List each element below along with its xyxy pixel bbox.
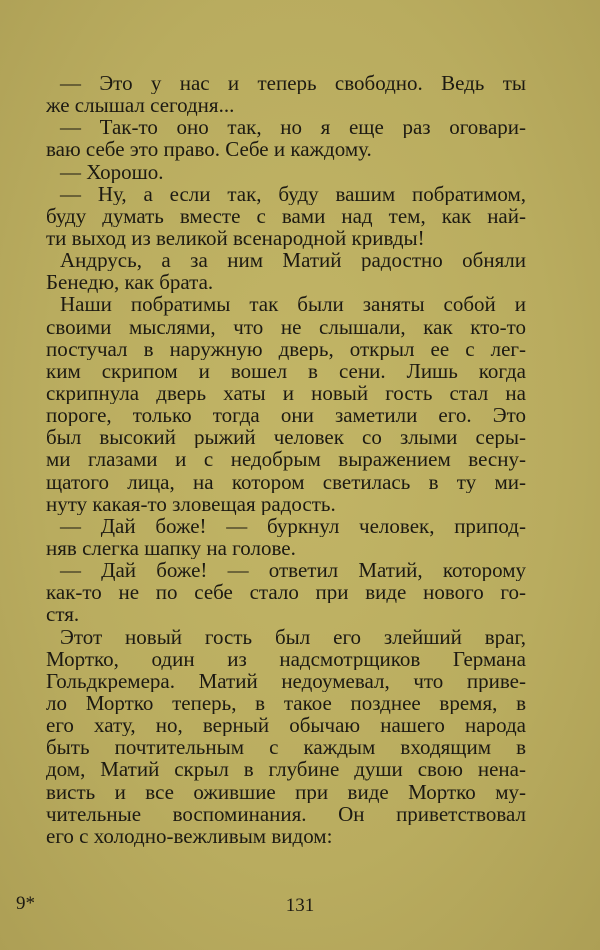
text-line: его хату, но, верный обычаю нашего народа xyxy=(46,714,526,737)
printer-signature-mark: 9* xyxy=(16,893,35,914)
text-line: Наши побратимы так были заняты собой и xyxy=(60,293,526,316)
text-line: Гольдкремера. Матий недоумевал, что приве- xyxy=(46,669,526,692)
text-line: же слышал сегодня... xyxy=(46,94,235,117)
text-line: — Это у нас и теперь свободно. Ведь ты xyxy=(60,72,526,95)
text-line: стя. xyxy=(46,603,80,626)
text-line: чительные воспоминания. Он приветствовал xyxy=(46,802,526,825)
page-number: 131 xyxy=(285,895,315,916)
text-line: ти выход из великой всенародной кривды! xyxy=(46,226,425,250)
text-line: щатого лица, на котором светилась в ту ми- xyxy=(46,470,526,493)
text-line: был высокий рыжий человек со злыми серы- xyxy=(46,426,526,449)
text-line: ваю себе это право. Себе и каждому. xyxy=(46,138,372,161)
text-line: постучал в наружную дверь, открыл ее с лег- xyxy=(46,337,526,360)
text-line: — Хорошо. xyxy=(60,160,164,183)
text-line: няв слегка шапку на голове. xyxy=(46,536,296,560)
text-line: пороге, только тогда они заметили его. Это xyxy=(46,404,526,427)
page-footer xyxy=(0,893,600,917)
body-text xyxy=(46,72,526,847)
text-line: — Дай боже! — буркнул человек, припод- xyxy=(60,514,526,537)
text-line: — Так-то оно так, но я еще раз оговари- xyxy=(60,116,526,139)
text-line: его с холодно-вежливым видом: xyxy=(46,824,333,847)
text-line: висть и все ожившие при виде Мортко му- xyxy=(46,780,526,803)
text-line: своими мыслями, что не слышали, как кто-то xyxy=(46,315,526,338)
text-line: нуту какая-то зловещая радость. xyxy=(46,492,336,515)
text-line: Мортко, один из надсмотрщиков Германа xyxy=(46,647,526,670)
text-line: скрипнула дверь хаты и новый гость стал на xyxy=(46,381,526,405)
text-line: ло Мортко теперь, в такое позднее время, в xyxy=(46,691,526,715)
text-line: — Ну, а если так, буду вашим побратимом, xyxy=(60,182,526,205)
text-line: Андрусь, а за ним Матий радостно обняли xyxy=(60,249,526,272)
text-line: Бенедю, как брата. xyxy=(46,271,214,294)
text-line: как-то не по себе стало при виде нового го- xyxy=(46,581,526,604)
text-line: Этот новый гость был его злейший враг, xyxy=(60,625,526,648)
text-line: дом, Матий скрыл в глубине души свою нена- xyxy=(46,758,526,781)
text-line: — Дай боже! — ответил Матий, которому xyxy=(60,559,526,582)
text-line: ми глазами и с недобрым выражением весну- xyxy=(46,448,526,471)
text-line: буду думать вместе с вами над тем, как най- xyxy=(46,204,526,227)
text-line: ким скрипом и вошел в сени. Лишь когда xyxy=(46,359,526,382)
text-line: быть почтительным с каждым входящим в xyxy=(46,736,526,759)
